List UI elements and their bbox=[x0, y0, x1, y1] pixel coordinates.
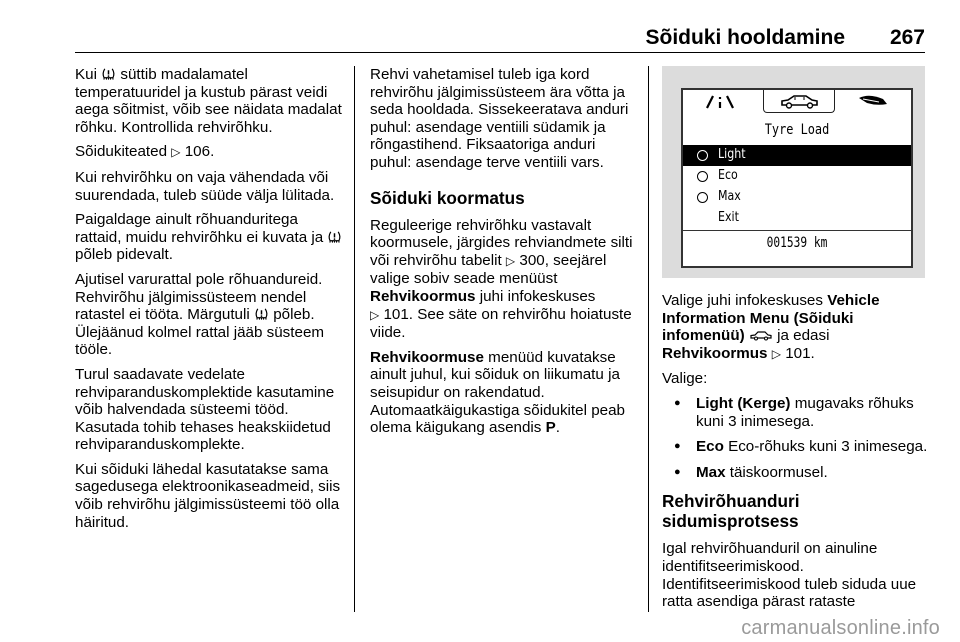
section-heading: Sõiduki koormatus bbox=[370, 187, 525, 208]
radio-icon bbox=[697, 171, 708, 182]
option-eco[interactable]: Eco bbox=[683, 166, 911, 187]
option-light[interactable]: Light bbox=[683, 145, 911, 166]
paragraph: Paigaldage ainult rõhuanduritega rattaid, muidu rehvirõhku ei kuvata ja põleb pidevalt. bbox=[75, 211, 345, 264]
tyre-pressure-warning-icon bbox=[254, 307, 269, 321]
radio-icon bbox=[697, 192, 708, 203]
cross-reference-arrow-icon: ▷ bbox=[370, 307, 380, 322]
paragraph: Reguleerige rehvirõhku vastavalt koormusele, järgides rehviandmete silti või rehvirõhu tabelit ▷ 300, seejärel valige sobiv seade menüüst Rehvikoormus juhi infokeskuses ▷ 101. See säte on rehvirõhu hoiatuste viide. bbox=[370, 216, 633, 342]
page-header bbox=[75, 26, 925, 52]
paragraph: Igal rehvirõhuanduril on ainuline identifitseerimiskood. Identifitseerimiskood tuleb siduda uue ratta asendiga pärast rataste bbox=[662, 540, 917, 611]
paragraph: Turul saadavate vedelate rehviparanduskomplektide kasutamine võib halvendada süsteemi tööd. Kasutada tohib tehases heakskiidetud rehviparanduskomplekte. bbox=[75, 365, 335, 454]
paragraph: Kui rehvirõhku on vaja vähendada või suurendada, tuleb süüde välja lülitada. bbox=[75, 168, 335, 204]
paragraph: Kui sõiduki lähedal kasutatakse sama sagedusega elektroonikaseadmeid, siis võib rehvirõhu jälgimissüsteemi töö olla häiritud. bbox=[75, 460, 341, 531]
road-icon bbox=[697, 90, 743, 112]
option-exit[interactable]: Exit bbox=[718, 210, 739, 225]
list-item: ● Light (Kerge) mugavaks rõhuks kuni 3 inimesega. bbox=[662, 395, 932, 430]
display-tabs bbox=[683, 90, 911, 116]
display-illustration bbox=[662, 66, 925, 278]
tab-vehicle bbox=[763, 90, 835, 113]
paragraph: Rehvi vahetamisel tuleb iga kord rehvirõhu jälgimissüsteem ära võtta ja seda hooldada. Sissekeeratava anduri puhul: asendage ventiili südamik ja rõngastihend. Fiksaatoriga anduri puhul: asendage terve ventiili vars. bbox=[370, 66, 629, 171]
header-divider bbox=[75, 52, 925, 53]
settings-icon bbox=[849, 90, 895, 112]
paragraph: Sõidukiteated ▷ 106. bbox=[75, 143, 215, 161]
column-3 bbox=[662, 292, 932, 618]
page-reference[interactable]: 106. bbox=[184, 143, 215, 161]
list-item: ● Eco Eco-rõhuks kuni 3 inimesega. bbox=[662, 438, 932, 456]
paragraph: Valige: bbox=[662, 370, 708, 388]
page-number: 267 bbox=[889, 26, 925, 49]
section-heading: Rehvirõhuanduri sidumisprotsess bbox=[662, 491, 800, 532]
cross-reference-arrow-icon: ▷ bbox=[771, 346, 781, 361]
paragraph: Rehvikoormuse menüüd kuvatakse ainult juhul, kui sõiduk on liikumatu ja seisupidur on rakendatud. Automaatkäigukastiga sõidukitel peab olema käigukang asendis P. bbox=[370, 348, 625, 437]
watermark: carmanualsonline.info bbox=[741, 617, 940, 639]
paragraph: Valige juhi infokeskuses Vehicle Information Menu (Sõiduki infomenüü) ja edasi Rehvikoormus ▷ 101. bbox=[662, 292, 880, 362]
display-title: Tyre Load bbox=[764, 122, 830, 138]
cross-reference-arrow-icon: ▷ bbox=[505, 253, 516, 268]
car-icon bbox=[749, 329, 773, 341]
paragraph: Kui süttib madalamatel temperatuuridel ja kustub pärast veidi aega sõitmist, võib see näidata madalat rõhku. Kontrollida rehvirõhku. bbox=[75, 66, 342, 136]
car-icon bbox=[764, 90, 834, 112]
cross-reference-arrow-icon: ▷ bbox=[171, 145, 181, 160]
section-title: Sõiduki hooldamine bbox=[645, 26, 845, 49]
list-item: ● Max täiskoormusel. bbox=[662, 464, 932, 482]
display-divider bbox=[683, 230, 911, 231]
column-1 bbox=[75, 66, 345, 538]
column-divider-2 bbox=[648, 66, 649, 612]
odometer: 001539 km bbox=[766, 235, 828, 251]
radio-icon bbox=[697, 150, 708, 161]
info-display-screen bbox=[681, 88, 913, 268]
option-max[interactable]: Max bbox=[683, 187, 911, 208]
tyre-pressure-warning-icon bbox=[101, 67, 116, 81]
column-2 bbox=[370, 66, 640, 444]
tyre-pressure-warning-icon bbox=[327, 230, 342, 244]
column-divider-1 bbox=[354, 66, 355, 612]
option-list bbox=[662, 395, 932, 481]
paragraph: Ajutisel varurattal pole rõhuandureid. Rehvirõhu jälgimissüsteem nendel ratastel ei tööta. Märgutuli põleb. Ülejäänud kolmel rattal jääb süsteem tööle. bbox=[75, 270, 325, 359]
